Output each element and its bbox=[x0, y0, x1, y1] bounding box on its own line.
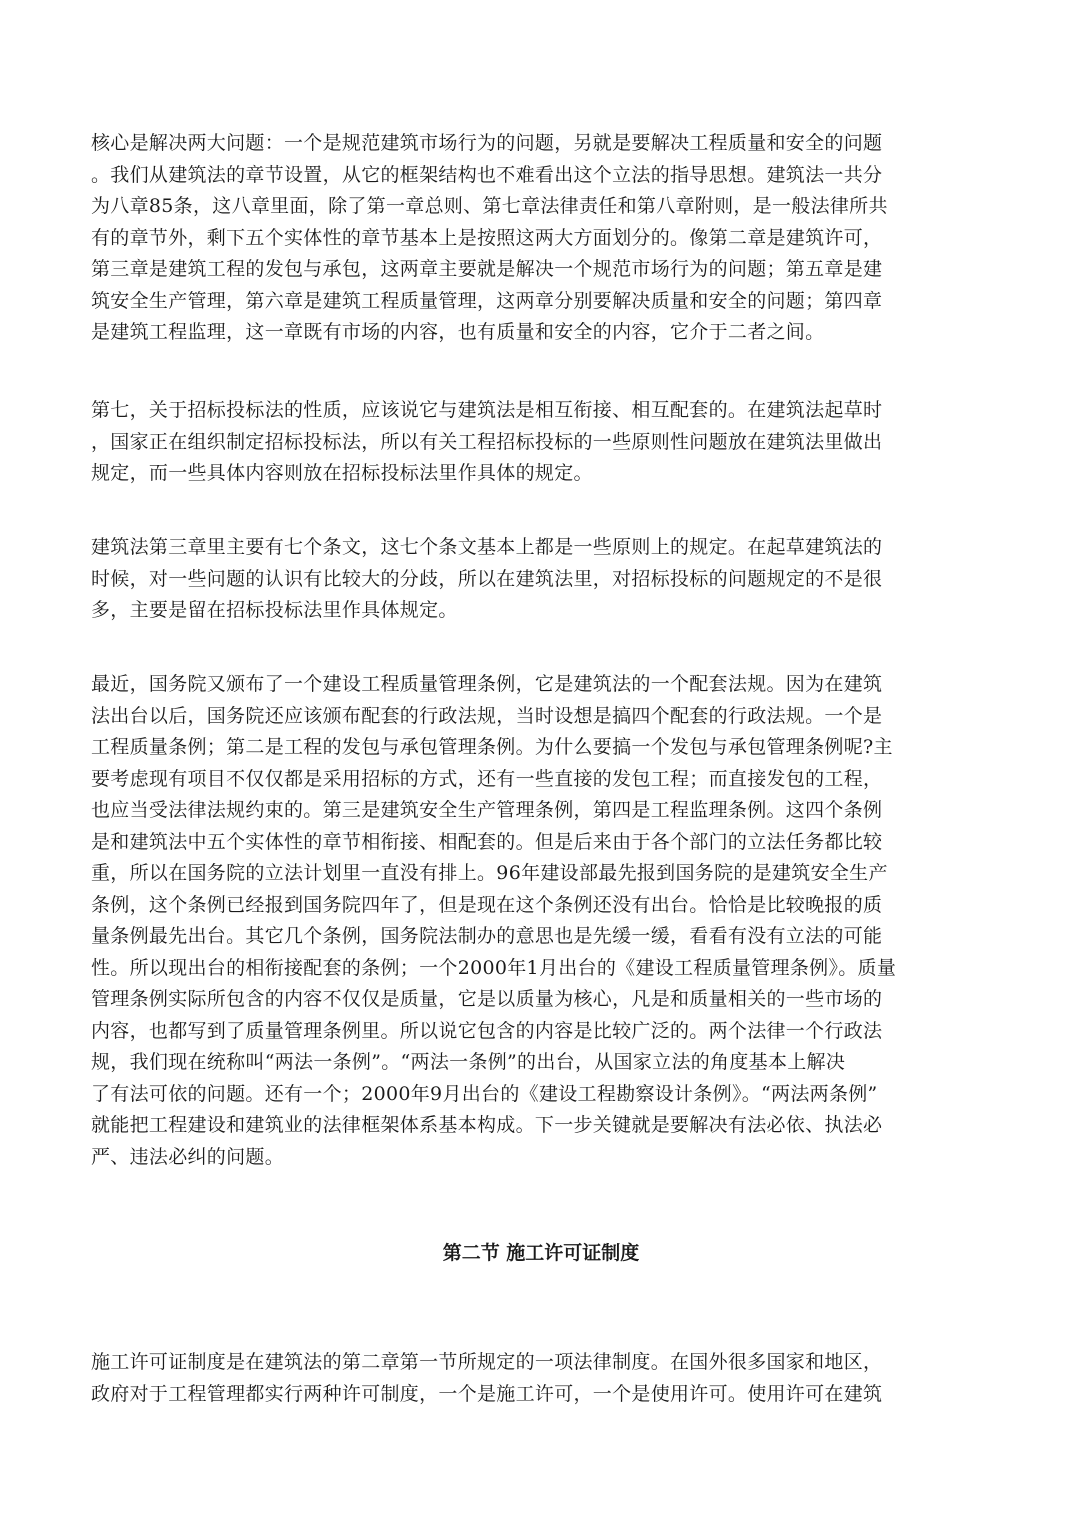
paragraph-3: 建筑法第三章里主要有七个条文，这七个条文基本上都是一些原则上的规定。在起草建筑法的 时候，对一些问题的认识有比较大的分歧，所以在建筑法里，对招标投标的问题规定的不是很 多，主要是留在招标投标法里作具体规定。 bbox=[91, 536, 883, 621]
paragraph-1: 核心是解决两大问题：一个是规范建筑市场行为的问题，另就是要解决工程质量和安全的问题 。我们从建筑法的章节设置，从它的框架结构也不难看出这个立法的指导思想。建筑法一共分 为八章85条，这八章里面，除了第一章总则、第七章法律责任和第八章附则，是一般法律所共 有的章节外，剩下五个实体性的章节基本上是按照这两大方面划分的。像第二章是建筑许可， 第三章是建筑工程的发包与承包，这两章主要就是解决一个规范市场行为的问题；第五章是建 筑安全生产管理，第六章是建筑工程质量管理，这两章分别要解决质量和安全的问题；第四章 是建筑工程监理，这一章既有市场的内容，也有质量和安全的内容，它介于二者之间。 bbox=[91, 132, 888, 343]
section-heading: 第二节 施工许可证制度 bbox=[442, 1242, 640, 1264]
paragraph-5: 施工许可证制度是在建筑法的第二章第一节所规定的一项法律制度。在国外很多国家和地区， 政府对于工程管理都实行两种许可制度，一个是施工许可，一个是使用许可。使用许可在建筑 bbox=[91, 1351, 883, 1405]
paragraph-4: 最近，国务院又颁布了一个建设工程质量管理条例，它是建筑法的一个配套法规。因为在建筑 法出台以后，国务院还应该颁布配套的行政法规，当时设想是搞四个配套的行政法规。一个是 工程质量条例；第二是工程的发包与承包管理条例。为什么要搞一个发包与承包管理条例呢?主 要考虑现有项目不仅仅都是采用招标的方式，还有一些直接的发包工程；而直接发包的工程， 也应当受法律法规约束的。第三是建筑安全生产管理条例，第四是工程监理条例。这四个条例 是和建筑法中五个实体性的章节相衔接、相配套的。但是后来由于各个部门的立法任务都比较 重，所以在国务院的立法计划里一直没有排上。96年建设部最先报到国务院的是建筑安全生产 条例，这个条例已经报到国务院四年了，但是现在这个条例还没有出台。恰恰是比较晚报的质 量条例最先出台。其它几个条例，国务院法制办的意思也是先缓一缓，看看有没有立法的可能 性。所以现出台的相衔接配套的条例；一个2000年1月出台的《建设工程质量管理条例》。质量 管理条例实际所包含的内容不仅仅是质量，它是以质量为核心，凡是和质量相关的一些市场的 内容，也都写到了质量管理条例里。所以说它包含的内容是比较广泛的。两个法律一个行政法 规，我们现在统称叫“两法一条例”。“两法一条例”的出台，从国家立法的角度基本上解决 了有法可依的问题。还有一个；2000年9月出台的《建设工程勘察设计条例》。“两法两条例” 就能把工程建设和建筑业的法律框架体系基本构成。下一步关键就是要解决有法必依、执法必 严、违法必纠的问题。 bbox=[91, 673, 897, 1168]
paragraph-2: 第七，关于招标投标法的性质，应该说它与建筑法是相互衔接、相互配套的。在建筑法起草时 ，国家正在组织制定招标投标法，所以有关工程招标投标的一些原则性问题放在建筑法里做出 规定，而一些具体内容则放在招标投标法里作具体的规定。 bbox=[91, 399, 883, 484]
